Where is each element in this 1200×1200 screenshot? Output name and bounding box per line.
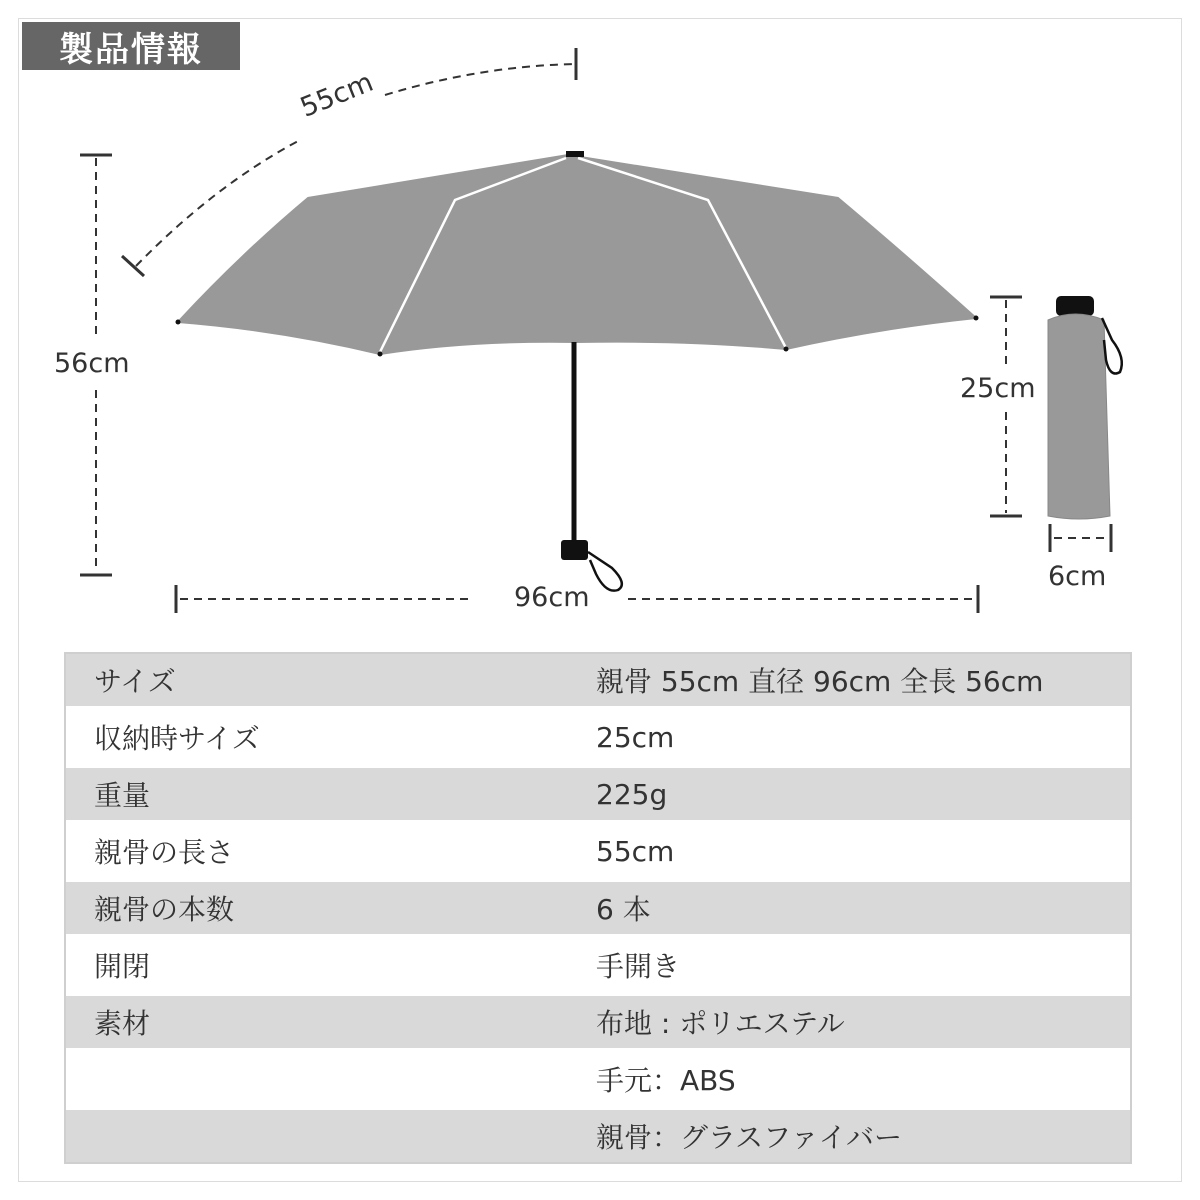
- spec-label: 収納時サイズ: [94, 722, 260, 755]
- spec-value: 6 本: [596, 893, 651, 926]
- diameter-label: 96cm: [514, 582, 590, 613]
- table-row: [66, 768, 1130, 820]
- umbrella-strap: [588, 552, 622, 591]
- folded-length-dimension: [990, 297, 1022, 516]
- open-umbrella: [176, 151, 979, 591]
- spec-label: 親骨の本数: [94, 893, 235, 926]
- table-row: [66, 654, 1130, 706]
- spec-label: 親骨の長さ: [94, 836, 235, 869]
- folded-umbrella: [1048, 296, 1122, 519]
- spec-value: 25cm: [596, 720, 675, 754]
- spec-value: 55cm: [596, 834, 675, 868]
- folded-width-label: 6cm: [1048, 561, 1107, 592]
- spec-label: 重量: [94, 779, 151, 812]
- folded-cap: [1056, 296, 1094, 316]
- spec-table: [64, 652, 1132, 1164]
- spec-label: 素材: [94, 1007, 151, 1040]
- spec-value: 225g: [596, 777, 668, 811]
- spec-value: 布地 : ポリエステル: [596, 1007, 845, 1040]
- spec-value: 手元：ABS: [596, 1064, 736, 1097]
- table-row: [66, 706, 1130, 768]
- spec-value: 手開き: [596, 950, 681, 983]
- table-row: [66, 882, 1130, 934]
- folded-body: [1048, 314, 1110, 519]
- folded-length-label: 25cm: [960, 373, 1036, 404]
- umbrella-top-cap: [566, 151, 584, 157]
- spec-label: 開閉: [94, 950, 151, 983]
- spec-value: 親骨：グラスファイバー: [596, 1121, 903, 1154]
- table-row: [66, 996, 1130, 1048]
- total-length-label: 56cm: [54, 348, 130, 379]
- table-row: [66, 1048, 1130, 1110]
- folded-width-dimension: [1050, 524, 1111, 552]
- spec-label: サイズ: [94, 665, 176, 698]
- umbrella-handle: [561, 540, 588, 560]
- umbrella-canopy: [178, 155, 976, 354]
- table-row: [66, 1110, 1130, 1162]
- table-row: [66, 820, 1130, 882]
- spec-value: 親骨 55cm 直径 96cm 全長 56cm: [596, 665, 1044, 698]
- rib-length-label: 55cm: [296, 66, 378, 124]
- table-row: [66, 934, 1130, 996]
- section-title: 製品情報: [22, 22, 240, 70]
